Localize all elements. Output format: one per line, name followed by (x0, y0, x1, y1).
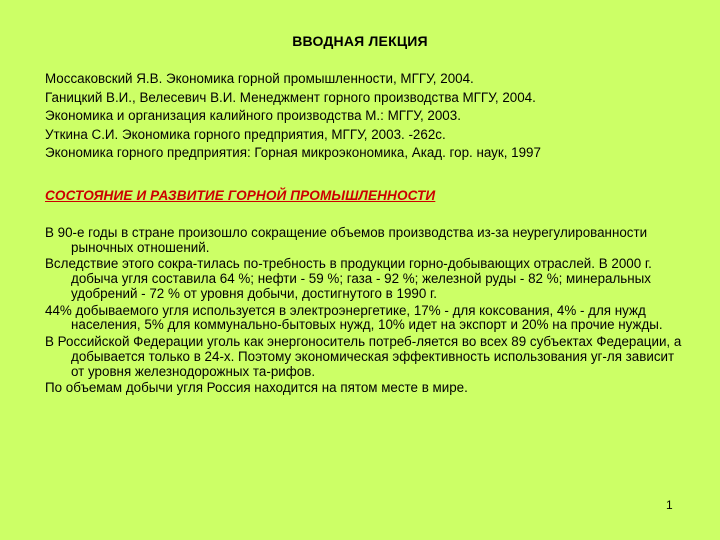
paragraph: По объемам добычи угля Россия находится на пятом месте в мире. (45, 380, 468, 396)
reference-list (45, 70, 705, 163)
paragraph: Вследствие этого сокра-тилась по-требность в продукции горно-добывающих отраслей. В 2000 г. добыча угля составила 64 %; нефти - 59 %; газа - 92 %; железной руды - 82 %; минеральных удобрений - 72 % от уровня добычи, достигнутого в 1990 г. (45, 256, 652, 302)
paragraph: В 90-е годы в стране произошло сокращение объемов производства из-за неурегулированности рыночных отношений. (45, 225, 648, 255)
reference-item: Экономика горного предприятия: Горная микроэкономика, Акад. гор. наук, 1997 (45, 145, 541, 161)
paragraph: В Российской Федерации уголь как энергоноситель потреб-ляется во всех 89 субъектах Федерации, а добывается только в 24-х. Поэтому экономическая эффективность использования уг-ля зависит от уровня железнодорожных та-рифов. (45, 333, 682, 379)
reference-item: Ганицкий В.И., Велесевич В.И. Менеджмент горного производства МГГУ, 2004. (45, 89, 536, 105)
page-number: 1 (666, 498, 673, 512)
reference-item: Моссаковский Я.В. Экономика горной промышленности, МГГУ, 2004. (45, 71, 474, 86)
reference-item: Уткина С.И. Экономика горного предприятия, МГГУ, 2003. -262с. (45, 126, 446, 142)
body-text (45, 226, 690, 397)
slide-title: ВВОДНАЯ ЛЕКЦИЯ (292, 33, 428, 49)
paragraph: 44% добываемого угля используется в электроэнергетике, 17% - для коксования, 4% - для нужд населения, 5% для коммунально-бытовых нужд, 10% идет на экспорт и 20% на прочие нужды. (45, 302, 663, 333)
reference-item: Экономика и организация калийного производства М.: МГГУ, 2003. (45, 108, 461, 124)
section-heading: СОСТОЯНИЕ И РАЗВИТИЕ ГОРНОЙ ПРОМЫШЛЕННОСТИ (45, 188, 436, 203)
